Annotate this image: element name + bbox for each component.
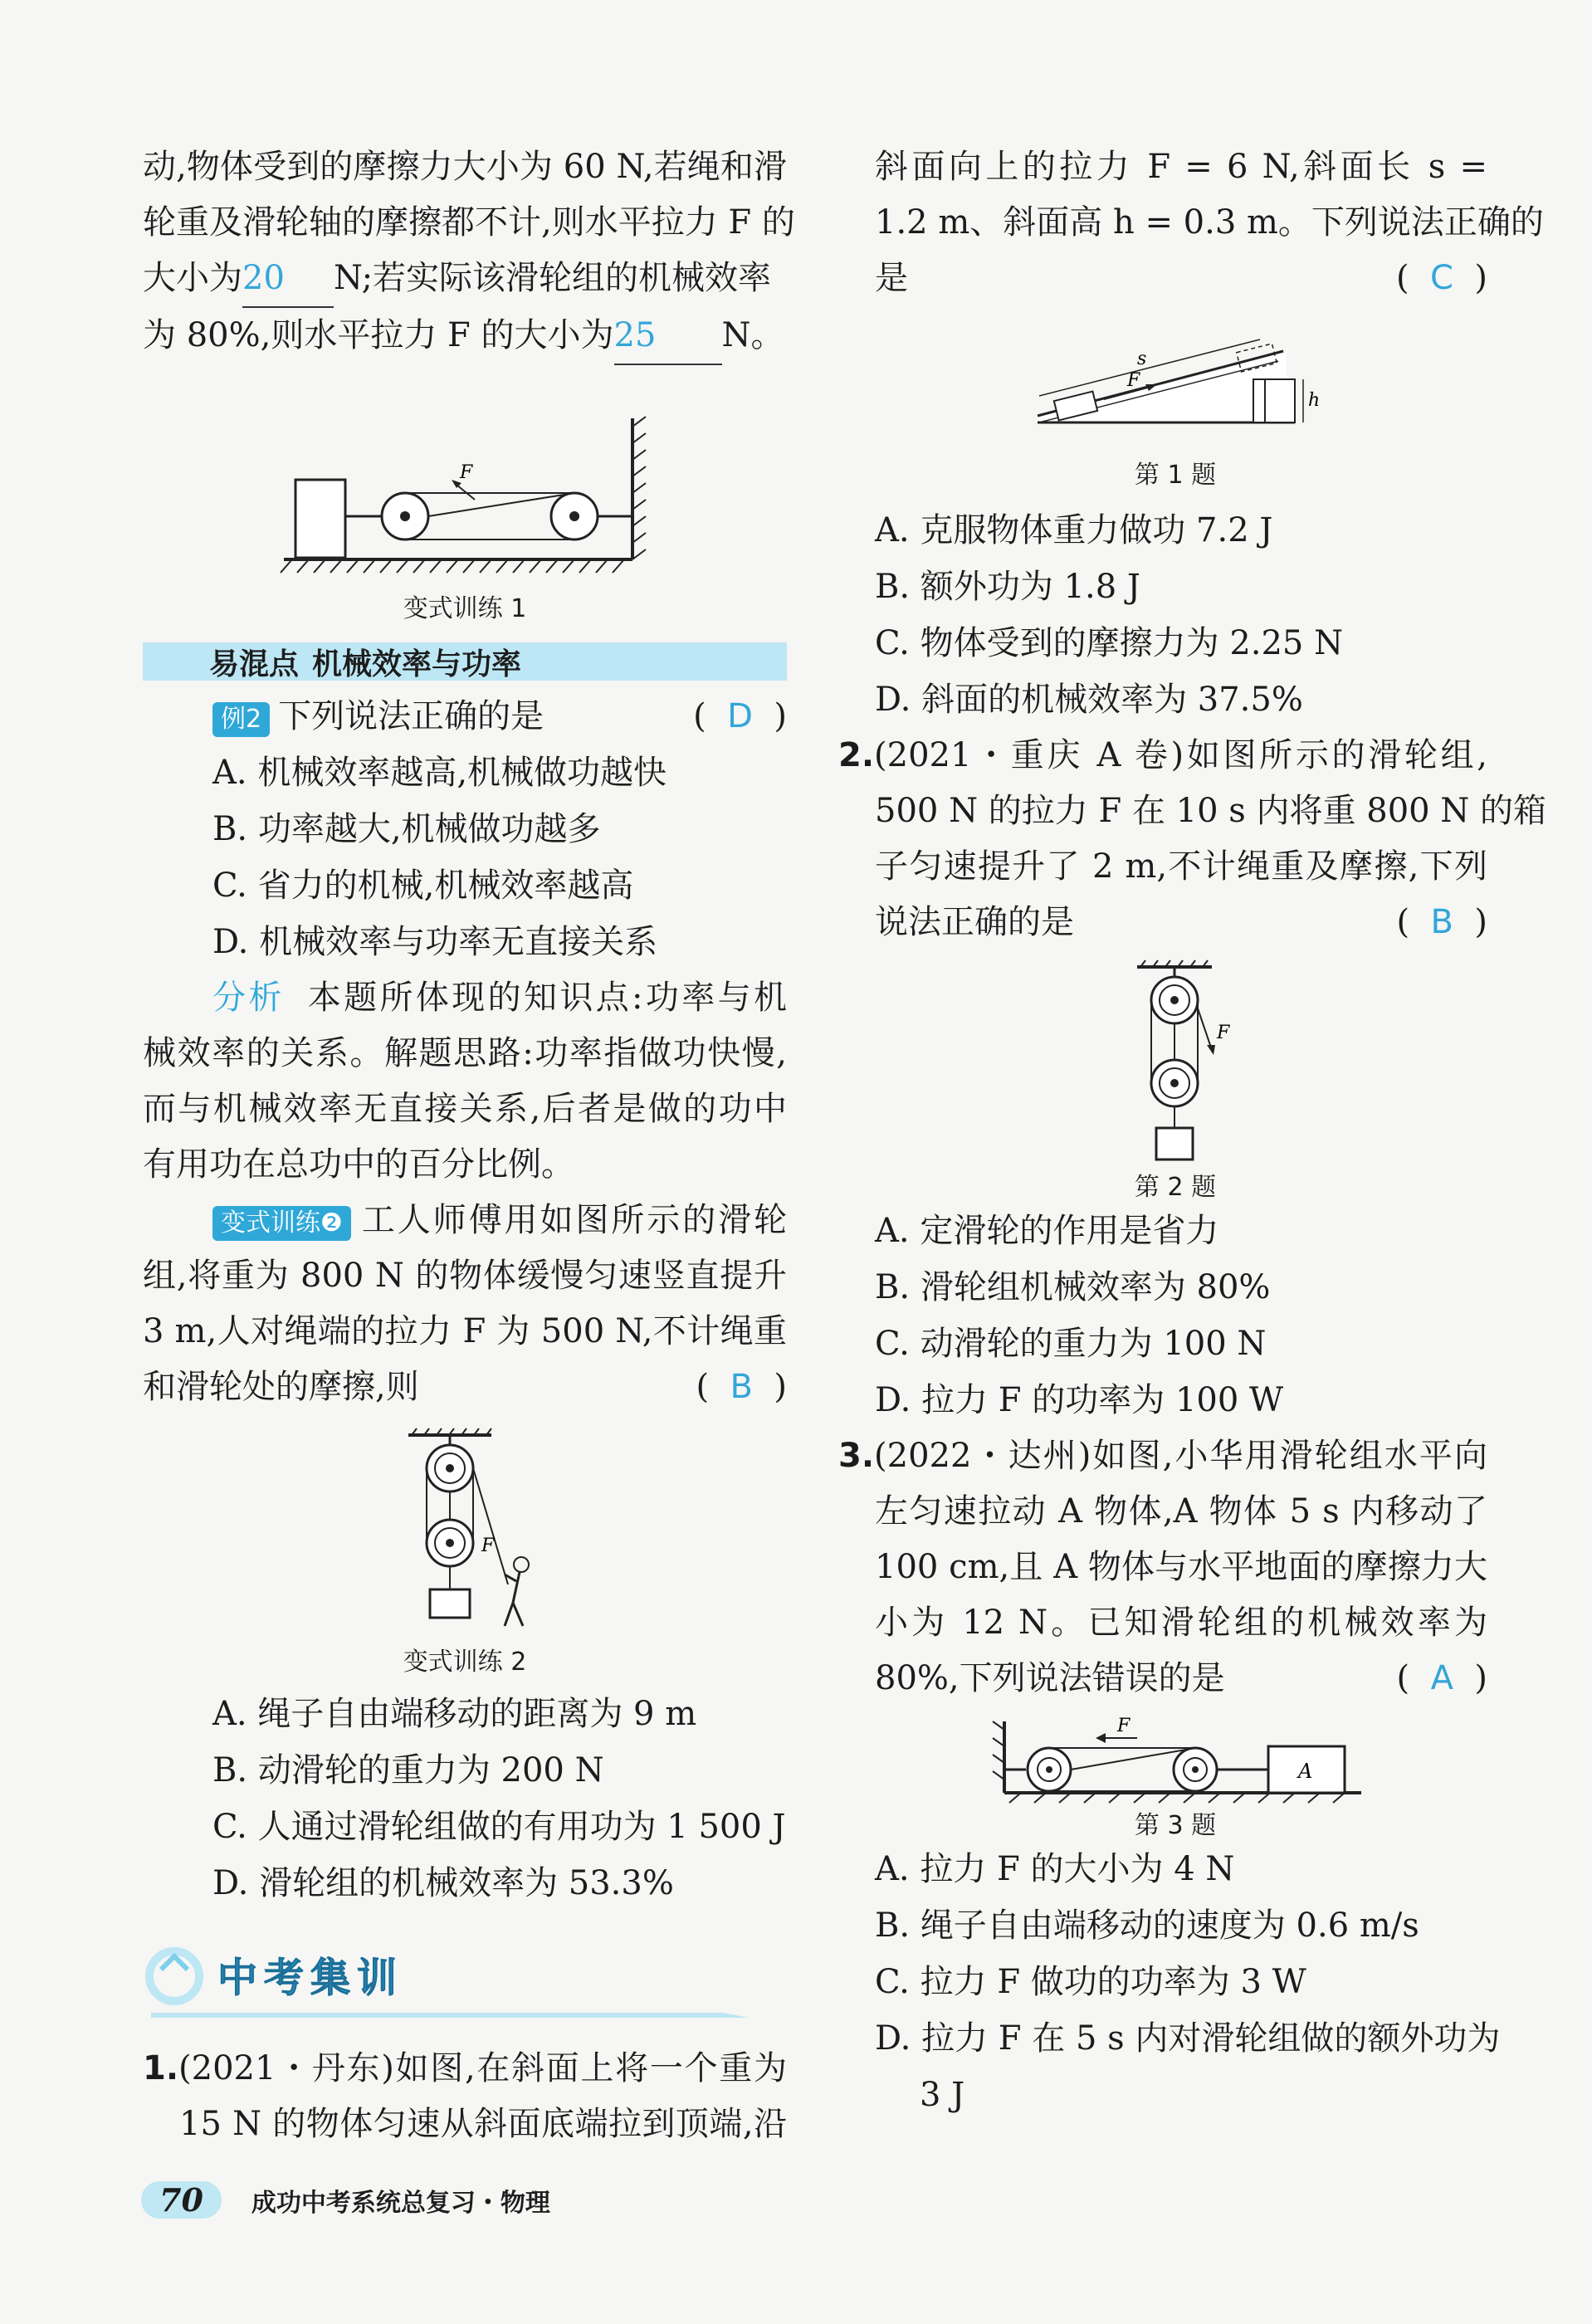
figure-train2 bbox=[143, 1427, 787, 1634]
question-number: 3. bbox=[838, 1437, 875, 1475]
analysis-label: 分析 bbox=[212, 979, 285, 1017]
option-continuation: 3 J bbox=[920, 2076, 965, 2114]
question-2-first-line bbox=[838, 728, 1487, 784]
train2-first-line bbox=[143, 1193, 787, 1248]
block-label: A bbox=[1298, 1760, 1313, 1783]
horizontal-pulley-diagram bbox=[143, 393, 787, 576]
figure-caption: 第 1 题 bbox=[1134, 461, 1217, 490]
question-last-line bbox=[143, 1360, 787, 1415]
force-label: F bbox=[481, 1536, 495, 1556]
section-label: 易混点 bbox=[209, 647, 300, 681]
option: C. 动滑轮的重力为 100 N bbox=[875, 1325, 1267, 1363]
section-title: 机械效率与功率 bbox=[312, 647, 522, 681]
analysis-text: 械效率的关系。解题思路:功率指做功快慢, bbox=[143, 1034, 787, 1072]
question-text: (2022・达州)如图,小华用滑轮组水平向 bbox=[874, 1437, 1487, 1475]
option: B. 绳子自由端移动的速度为 0.6 m/s bbox=[875, 1907, 1419, 1945]
question-text: 是 bbox=[875, 259, 908, 297]
answer-letter: D bbox=[727, 697, 753, 735]
question-number: 1. bbox=[143, 2049, 179, 2087]
train-tag: 变式训练❷ bbox=[212, 1206, 351, 1241]
analysis-text: 有用功在总功中的百分比例。 bbox=[143, 1145, 574, 1184]
option: D. 拉力 F 的功率为 100 W bbox=[875, 1381, 1284, 1419]
option: C. 人通过滑轮组做的有用功为 1 500 J bbox=[212, 1808, 786, 1846]
answer-letter: B bbox=[730, 1368, 753, 1406]
answer-paren: ( A ) bbox=[1396, 1659, 1487, 1697]
option: D. 拉力 F 在 5 s 内对滑轮组做的额外功为 bbox=[875, 2019, 1501, 2058]
question-last-line bbox=[863, 251, 1487, 306]
figure-caption: 第 3 题 bbox=[1134, 1811, 1217, 1840]
horizontal-pulley-block-diagram bbox=[863, 1713, 1487, 1804]
question-text: 3 m,人对绳端的拉力 F 为 500 N,不计绳重 bbox=[143, 1312, 787, 1350]
option: C. 拉力 F 做功的功率为 3 W bbox=[875, 1963, 1306, 2001]
option: A. 克服物体重力做功 7.2 J bbox=[875, 511, 1273, 549]
answer-paren: ( D ) bbox=[693, 697, 787, 735]
section-header-bar bbox=[143, 642, 787, 681]
incline-diagram bbox=[863, 325, 1487, 449]
question-text: 下列说法正确的是 bbox=[278, 697, 545, 735]
book-title: 成功中考系统总复习・物理 bbox=[251, 2188, 550, 2218]
answer-letter: A bbox=[1430, 1659, 1453, 1697]
option: B. 动滑轮的重力为 200 N bbox=[212, 1751, 604, 1789]
fill-blank-line-1 bbox=[143, 251, 787, 308]
force-label: F bbox=[1217, 1023, 1230, 1043]
question-text: (2021・重庆 A 卷)如图所示的滑轮组, bbox=[874, 736, 1487, 774]
example-2-stem bbox=[143, 689, 787, 745]
answer-blank-1: 20 bbox=[242, 251, 334, 308]
force-label: F bbox=[1117, 1716, 1131, 1736]
text-fragment: N。 bbox=[721, 316, 784, 354]
question-text: 工人师傅用如图所示的滑轮 bbox=[359, 1201, 787, 1239]
vertical-pulley-box-diagram bbox=[863, 959, 1487, 1166]
question-text: 和滑轮处的摩擦,则 bbox=[143, 1368, 419, 1406]
fill-blank-line-2 bbox=[143, 308, 787, 365]
analysis-first-line bbox=[143, 970, 787, 1026]
vertical-pulley-worker-diagram bbox=[143, 1427, 787, 1634]
option: C. 省力的机械,机械效率越高 bbox=[212, 867, 634, 905]
text-fragment: 为 80%,则水平拉力 F 的大小为 bbox=[143, 316, 614, 354]
figure-caption: 第 2 题 bbox=[1134, 1173, 1217, 1202]
option: B. 额外功为 1.8 J bbox=[875, 568, 1140, 606]
text-line: 轮重及滑轮轴的摩擦都不计,则水平拉力 F 的 bbox=[143, 203, 795, 242]
force-label: F bbox=[1127, 370, 1140, 391]
answer-paren: ( C ) bbox=[1395, 259, 1487, 297]
option: D. 机械效率与功率无直接关系 bbox=[212, 923, 658, 961]
option: A. 拉力 F 的大小为 4 N bbox=[875, 1850, 1235, 1888]
answer-letter: B bbox=[1430, 903, 1453, 941]
text-fragment: 大小为 bbox=[143, 259, 242, 297]
force-label: F bbox=[460, 462, 473, 483]
answer-letter: C bbox=[1430, 259, 1453, 297]
figure-q1 bbox=[863, 325, 1487, 449]
answer-paren: ( B ) bbox=[1396, 903, 1487, 941]
banner-title: 中考集训 bbox=[217, 1955, 404, 2001]
text-line: 动,物体受到的摩擦力大小为 60 N,若绳和滑 bbox=[143, 148, 787, 186]
left-column bbox=[143, 139, 795, 2152]
right-column bbox=[838, 139, 1547, 2123]
question-text: 左匀速拉动 A 物体,A 物体 5 s 内移动了 bbox=[875, 1492, 1487, 1531]
answer-paren: ( B ) bbox=[696, 1368, 787, 1406]
page-footer bbox=[141, 2181, 550, 2219]
page-number: 70 bbox=[141, 2181, 222, 2219]
question-text: 500 N 的拉力 F 在 10 s 内将重 800 N 的箱 bbox=[875, 792, 1547, 830]
example-tag: 例2 bbox=[212, 702, 270, 737]
option: B. 功率越大,机械做功越多 bbox=[212, 810, 601, 848]
banner-graphic bbox=[143, 1936, 787, 2019]
question-text: 80%,下列说法错误的是 bbox=[875, 1659, 1225, 1697]
question-last-line bbox=[863, 1651, 1487, 1706]
exam-training-banner bbox=[143, 1936, 787, 2019]
question-text: 1.2 m、斜面高 h = 0.3 m。下列说法正确的 bbox=[875, 203, 1544, 242]
option: A. 定滑轮的作用是省力 bbox=[875, 1212, 1219, 1250]
question-text: 斜面向上的拉力 F = 6 N,斜面长 s = bbox=[875, 148, 1487, 186]
figure-q3 bbox=[863, 1713, 1487, 1804]
option: C. 物体受到的摩擦力为 2.25 N bbox=[875, 624, 1344, 662]
question-text: 说法正确的是 bbox=[875, 903, 1074, 941]
option: B. 滑轮组机械效率为 80% bbox=[875, 1268, 1271, 1306]
height-label: h bbox=[1308, 390, 1321, 411]
question-text: 组,将重为 800 N 的物体缓慢匀速竖直提升 bbox=[143, 1257, 787, 1295]
option: D. 斜面的机械效率为 37.5% bbox=[875, 681, 1303, 719]
analysis-text: 本题所体现的知识点:功率与机 bbox=[307, 979, 788, 1017]
question-text: 小为 12 N。已知滑轮组的机械效率为 bbox=[875, 1604, 1487, 1642]
text-fragment: N;若实际该滑轮组的机械效率 bbox=[334, 259, 772, 297]
question-3-first-line bbox=[838, 1428, 1487, 1484]
question-text: 子匀速提升了 2 m,不计绳重及摩擦,下列 bbox=[875, 847, 1487, 886]
question-last-line bbox=[863, 895, 1487, 950]
length-label: s bbox=[1137, 349, 1147, 369]
option: D. 滑轮组的机械效率为 53.3% bbox=[212, 1864, 674, 1902]
figure-caption: 变式训练 1 bbox=[403, 594, 527, 623]
question-1-first-line bbox=[143, 2041, 787, 2097]
figure-caption: 变式训练 2 bbox=[403, 1648, 527, 1677]
question-text: 100 cm,且 A 物体与水平地面的摩擦力大 bbox=[875, 1548, 1487, 1586]
figure-q2 bbox=[863, 959, 1487, 1166]
question-text: 15 N 的物体匀速从斜面底端拉到顶端,沿 bbox=[179, 2105, 787, 2143]
question-number: 2. bbox=[838, 736, 875, 774]
question-text: (2021・丹东)如图,在斜面上将一个重为 bbox=[178, 2049, 787, 2087]
analysis-text: 而与机械效率无直接关系,后者是做的功中 bbox=[143, 1090, 787, 1128]
option: A. 机械效率越高,机械做功越快 bbox=[212, 754, 667, 792]
answer-blank-2: 25 bbox=[614, 308, 722, 365]
option: A. 绳子自由端移动的距离为 9 m bbox=[212, 1695, 697, 1733]
figure-train1 bbox=[143, 393, 787, 576]
